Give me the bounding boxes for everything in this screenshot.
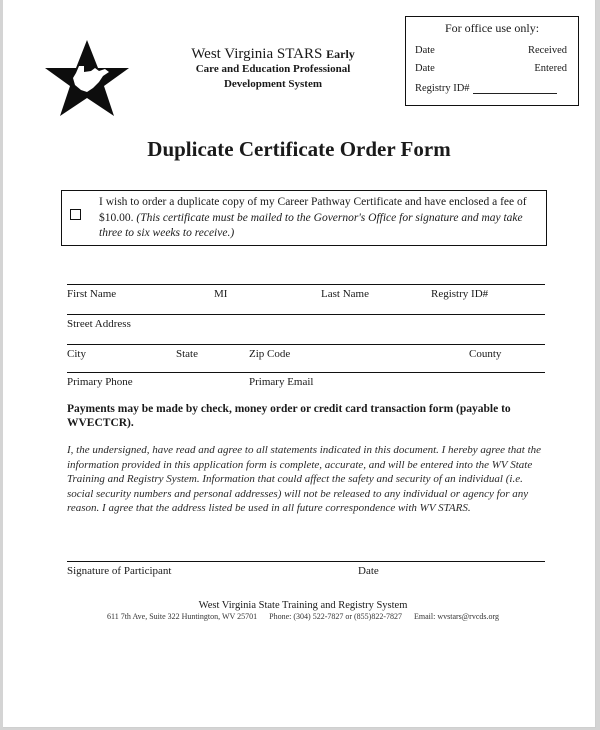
primary-email-label: Primary Email [249,376,314,388]
footer-address: 611 7th Ave, Suite 322 Huntington, WV 25701 [106,612,258,621]
last-name-label: Last Name [321,288,369,300]
state-label: State [176,348,198,360]
field-line-row2[interactable] [67,314,545,315]
org-name: West Virginia STARS [191,46,323,62]
office-registry-field [415,83,557,94]
office-row-entered [415,63,567,74]
office-entered-label: Entered [534,63,567,74]
signature-line[interactable] [67,561,545,562]
office-use-box [405,16,579,106]
field-line-row4[interactable] [67,372,545,373]
field-line-row1[interactable] [67,284,545,285]
street-address-label: Street Address [67,318,131,330]
county-label: County [469,348,502,360]
office-date-label: Date [415,63,435,74]
org-subtitle-1: Care and Education Professional [195,63,351,75]
order-checkbox[interactable] [70,209,81,220]
order-option-note: (This certificate must be mailed to the Governor's Office for signature and may take three to six weeks to receive.) [99,211,523,239]
first-name-label: First Name [67,288,117,300]
office-date-label: Date [415,45,435,56]
payments-notice: Payments may be made by check, money order or credit card transaction form (payable to WVECTCR). [67,403,511,429]
city-label: City [67,348,86,360]
signature-date-label: Date [358,565,379,577]
field-line-row3[interactable] [67,344,545,345]
zip-code-label: Zip Code [249,348,291,360]
org-name-bold: Early [326,47,355,61]
document-page [3,0,596,728]
organization-title [163,47,383,92]
signature-label: Signature of Participant [67,565,172,577]
mi-label: MI [214,288,228,300]
order-option-main: I wish to order a duplicate copy of my Career Pathway Certificate and have enclosed a fee of $10.00. [99,196,527,224]
footer-contact [3,612,600,621]
order-option-box [61,190,547,246]
registry-id-label: Registry ID# [431,288,489,300]
office-row-received [415,45,567,56]
footer-title: West Virginia State Training and Registry System [198,600,408,611]
agreement-statement: I, the undersigned, have read and agree to all statements indicated in this document. I hereby agree that the information provided in this application form is complete, accurate, and will be entered into the WV State Training and Registry System. Information that could affect the safety and security of an individual (i.e. social security numbers and personal addresses) will not be released to any individual or agency for any reason. I agree that the address listed be used in all future correspondence with WV STARS. [67,444,542,515]
footer-phone: Phone: (304) 522-7827 or (855)822-7827 [269,612,403,621]
office-use-title: For office use only: [444,21,540,35]
org-subtitle-2: Development System [223,78,323,90]
footer-email[interactable]: Email: wvstars@rvcds.org [414,612,499,621]
order-option-text [99,195,544,242]
primary-phone-label: Primary Phone [67,376,133,388]
page-title: Duplicate Certificate Order Form [147,137,451,161]
wv-star-logo-icon [43,38,133,118]
office-registry-label: Registry ID# [415,83,470,94]
office-registry-line [473,84,557,94]
office-received-label: Received [527,45,567,56]
